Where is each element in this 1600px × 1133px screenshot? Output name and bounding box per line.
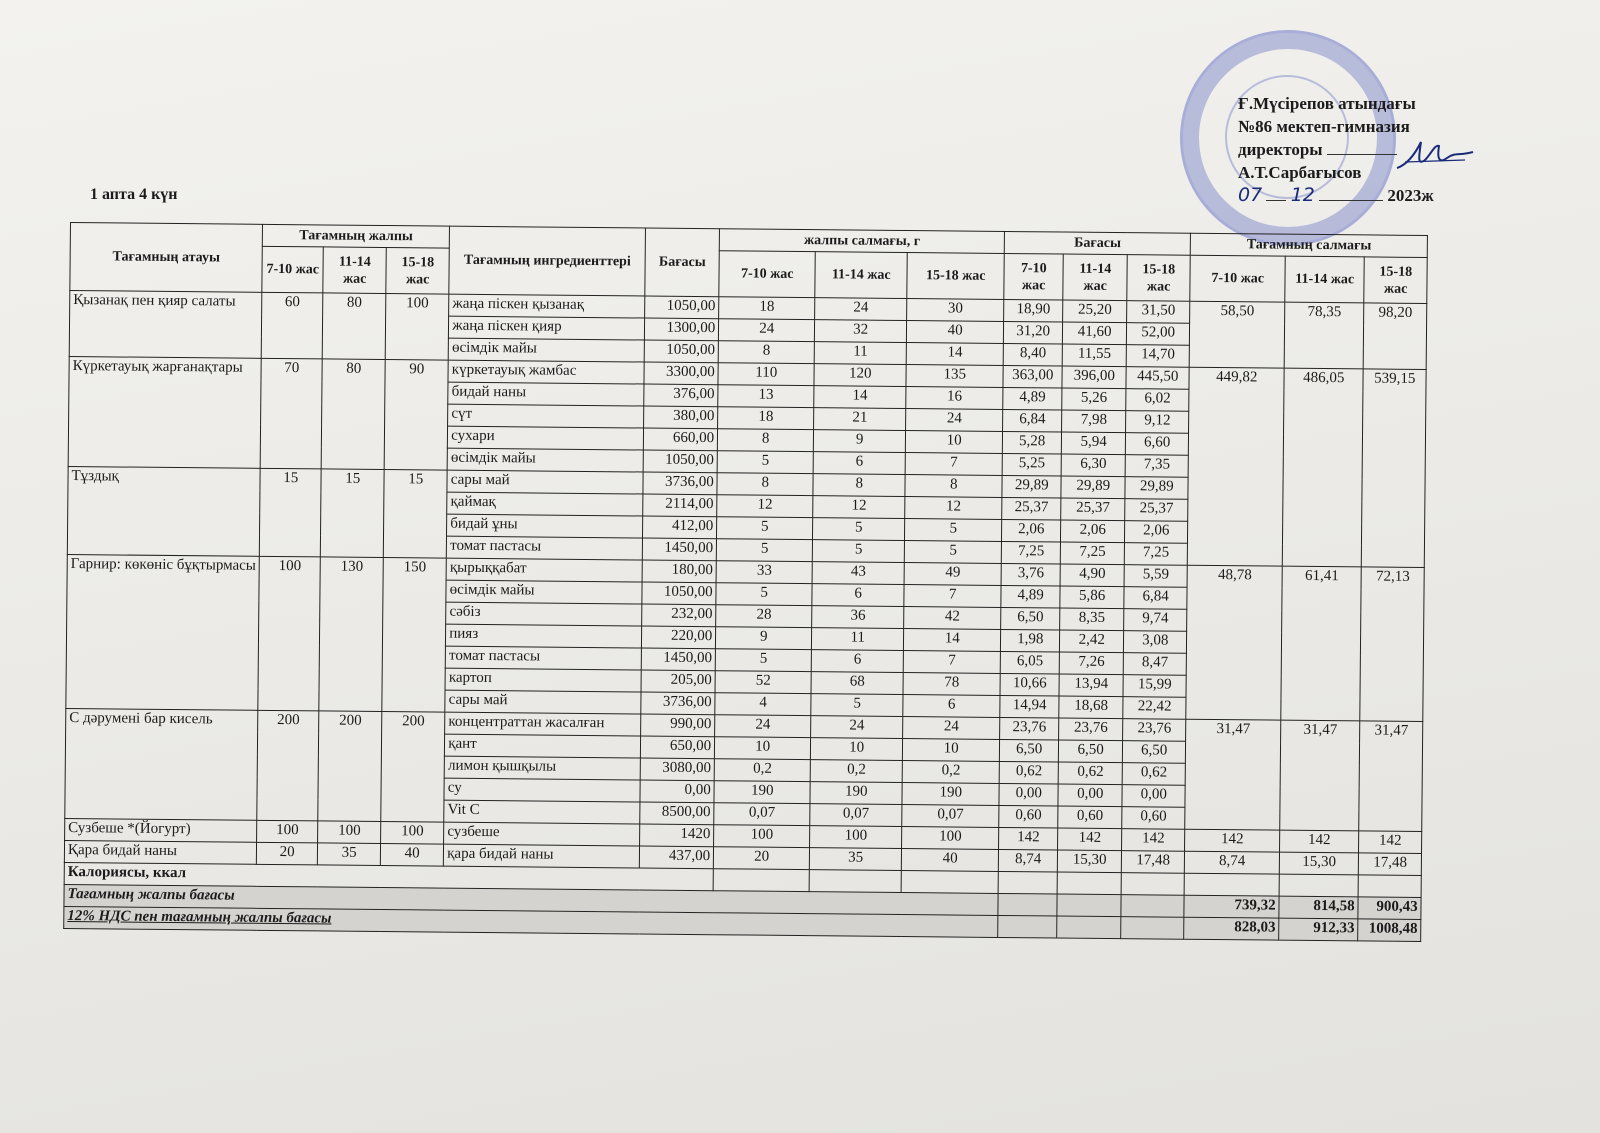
ingredient-price: 180,00	[642, 560, 716, 583]
cost-7-10: 23,76	[1000, 717, 1059, 740]
ingredient-name: сары май	[445, 690, 641, 714]
gross-weight-7-10: 5	[716, 539, 812, 562]
dish-name: С дәрумені бар кисель	[65, 708, 258, 820]
header-gross-weight: жалпы салмағы, г	[719, 229, 1004, 254]
ingredient-name: күркетауық жамбас	[448, 360, 644, 384]
gross-weight-7-10: 5	[716, 583, 812, 606]
gross-weight-7-10: 20	[714, 847, 810, 870]
ingredient-price: 1420	[640, 824, 714, 847]
approval-director: директоры	[1238, 140, 1323, 159]
cost-7-10: 29,89	[1002, 475, 1061, 498]
header-dish-name: Тағамның атауы	[70, 223, 263, 293]
ingredient-price: 1450,00	[643, 538, 717, 561]
gross-weight-7-10: 0,2	[714, 759, 810, 782]
cost-7-10: 10,66	[1000, 673, 1059, 696]
ingredient-name: өсімдік майы	[447, 448, 643, 472]
cost-7-10: 5,25	[1002, 453, 1061, 476]
gross-weight-11-14: 35	[810, 848, 902, 871]
gross-weight-11-14: 5	[813, 518, 905, 541]
ingredient-price: 1050,00	[645, 296, 719, 319]
ingredient-price: 1050,00	[643, 450, 717, 473]
gross-weight-11-14: 100	[810, 826, 902, 849]
cost-15-18: 0,60	[1122, 807, 1185, 830]
dish-weight-11-14: 61,41	[1281, 566, 1361, 721]
approval-date-day: 07	[1238, 184, 1263, 206]
dish-name: Гарнир: көкөніс бұқтырмасы	[66, 554, 260, 710]
gross-weight-15-18: 42	[904, 607, 1001, 630]
gross-weight-7-10: 13	[718, 385, 814, 408]
cost-7-10: 1,98	[1001, 629, 1060, 652]
dish-total-weight-15-18: 100	[381, 822, 444, 845]
header-dish-weight: Тағамның салмағы	[1190, 233, 1427, 257]
cost-7-10: 142	[999, 827, 1058, 850]
cost-15-18: 6,50	[1123, 741, 1186, 764]
dish-weight-7-10: 58,50	[1189, 301, 1285, 368]
cost-7-10: 0,62	[999, 761, 1058, 784]
header-total-weight: Тағамның жалпы	[262, 224, 449, 248]
gross-weight-15-18: 12	[905, 497, 1002, 520]
ingredient-price: 3736,00	[643, 472, 717, 495]
gross-weight-15-18: 49	[904, 563, 1001, 586]
gross-weight-15-18: 30	[907, 299, 1004, 322]
cost-15-18: 9,74	[1124, 609, 1187, 632]
cost-7-10: 2,06	[1002, 519, 1061, 542]
ingredient-price: 650,00	[641, 736, 715, 759]
cost-11-14: 11,55	[1062, 344, 1126, 367]
ingredient-price: 220,00	[642, 626, 716, 649]
ingredient-price: 990,00	[641, 714, 715, 737]
cost-15-18: 0,62	[1122, 763, 1185, 786]
dish-total-weight-11-14: 15	[321, 469, 385, 558]
cost-7-10: 4,89	[1003, 387, 1062, 410]
gross-weight-11-14: 11	[812, 628, 904, 651]
dish-name: Сузбеше *(Йогурт)	[65, 818, 257, 842]
ingredient-name: су	[444, 778, 640, 802]
gross-weight-11-14: 8	[813, 474, 905, 497]
gross-weight-7-10: 190	[714, 781, 810, 804]
dish-total-weight-15-18: 200	[381, 712, 445, 823]
gross-weight-7-10: 18	[719, 297, 815, 320]
dish-total-weight-7-10: 100	[258, 556, 320, 711]
gross-weight-15-18: 0,2	[902, 761, 999, 784]
ingredient-price: 1300,00	[645, 318, 719, 341]
header-age-7-10: 7-10 жас	[1190, 255, 1285, 302]
gross-weight-7-10: 8	[718, 341, 814, 364]
gross-weight-15-18: 7	[903, 651, 1000, 674]
menu-table	[63, 222, 1428, 942]
approval-school: Ғ.Мүсірепов атындағы	[1238, 94, 1416, 113]
header-age-15-18: 15-18 жас	[1127, 255, 1190, 302]
ingredient-name: қара бидай наны	[444, 844, 640, 868]
cost-15-18: 17,48	[1122, 851, 1185, 874]
gross-weight-11-14: 0,07	[810, 804, 902, 827]
dish-total-weight-11-14: 100	[318, 821, 381, 844]
cost-15-18: 2,06	[1125, 521, 1188, 544]
page-title: 1 апта 4 күн	[90, 186, 178, 203]
gross-weight-11-14: 11	[814, 342, 906, 365]
ingredient-name: өсімдік майы	[446, 580, 642, 604]
gross-weight-15-18: 5	[905, 519, 1002, 542]
cost-15-18: 29,89	[1125, 477, 1188, 500]
header-age-7-10: 7-10 жас	[1004, 253, 1063, 300]
ingredient-price: 437,00	[640, 846, 714, 869]
gross-weight-7-10: 33	[716, 561, 812, 584]
gross-weight-7-10: 5	[717, 451, 813, 474]
cost-11-14: 41,60	[1063, 322, 1127, 345]
dish-total-weight-15-18: 100	[385, 294, 449, 361]
gross-weight-15-18: 24	[906, 409, 1003, 432]
ingredient-name: бидай ұны	[447, 514, 643, 538]
cost-15-18: 445,50	[1126, 367, 1189, 390]
cost-11-14: 29,89	[1061, 476, 1125, 499]
gross-weight-11-14: 24	[811, 716, 903, 739]
gross-weight-7-10: 4	[715, 693, 811, 716]
gross-weight-11-14: 5	[811, 694, 903, 717]
cost-15-18: 15,99	[1123, 675, 1186, 698]
ingredient-name: сухари	[448, 426, 644, 450]
gross-weight-15-18: 10	[903, 739, 1000, 762]
dish-total-weight-15-18: 15	[384, 470, 448, 559]
ingredient-name: сузбеше	[444, 822, 640, 846]
dish-weight-11-14: 31,47	[1280, 720, 1360, 831]
cost-7-10: 14,94	[1000, 695, 1059, 718]
cost-7-10: 31,20	[1004, 321, 1063, 344]
approval-school-number: №86 мектеп-гимназия	[1238, 117, 1410, 136]
gross-weight-15-18: 16	[906, 387, 1003, 410]
gross-weight-15-18: 0,07	[902, 805, 999, 828]
dish-total-weight-11-14: 200	[318, 711, 382, 822]
gross-weight-15-18: 7	[904, 585, 1001, 608]
gross-weight-11-14: 68	[811, 672, 903, 695]
ingredient-price: 3080,00	[640, 758, 714, 781]
cost-15-18: 7,35	[1125, 455, 1188, 478]
cost-7-10: 363,00	[1003, 365, 1062, 388]
ingredient-name: бидай наны	[448, 382, 644, 406]
header-age-15-18: 15-18 жас	[386, 248, 449, 295]
ingredient-price: 232,00	[642, 604, 716, 627]
dish-weight-15-18: 31,47	[1359, 721, 1423, 832]
cost-15-18: 22,42	[1123, 697, 1186, 720]
ingredient-price: 205,00	[641, 670, 715, 693]
gross-weight-15-18: 10	[906, 431, 1003, 454]
cost-11-14: 6,30	[1061, 454, 1125, 477]
cost-15-18: 14,70	[1126, 345, 1189, 368]
gross-weight-7-10: 18	[718, 407, 814, 430]
ingredient-name: Vit C	[444, 800, 640, 824]
cost-7-10: 6,50	[1000, 739, 1059, 762]
header-age-11-14: 11-14 жас	[1285, 256, 1364, 303]
ingredient-price: 8500,00	[640, 802, 714, 825]
dish-weight-15-18: 98,20	[1363, 303, 1427, 370]
ingredient-price: 380,00	[644, 406, 718, 429]
dish-weight-7-10: 8,74	[1185, 851, 1280, 874]
gross-weight-11-14: 5	[812, 540, 904, 563]
dish-weight-11-14: 78,35	[1284, 302, 1364, 369]
gross-weight-15-18: 8	[905, 475, 1002, 498]
dish-total-weight-15-18: 90	[384, 360, 448, 471]
cost-15-18: 52,00	[1127, 323, 1190, 346]
ingredient-price: 2114,00	[643, 494, 717, 517]
gross-weight-11-14: 43	[812, 562, 904, 585]
header-age-7-10: 7-10 жас	[262, 246, 323, 293]
dish-weight-15-18: 539,15	[1361, 369, 1426, 568]
approval-date-month: 12	[1290, 184, 1315, 206]
cost-11-14: 25,20	[1063, 300, 1127, 323]
ingredient-name: сүт	[448, 404, 644, 428]
ingredient-name: жаңа піскен қияр	[449, 316, 645, 340]
cost-15-18: 25,37	[1125, 499, 1188, 522]
cost-7-10: 6,05	[1000, 651, 1059, 674]
cost-7-10: 6,84	[1003, 409, 1062, 432]
gross-weight-7-10: 110	[718, 363, 814, 386]
dish-name: Тұздық	[67, 466, 260, 556]
cost-11-14: 18,68	[1059, 696, 1123, 719]
total-cost-11-14: 814,58	[1279, 896, 1358, 919]
gross-weight-11-14: 36	[812, 606, 904, 629]
dish-total-weight-11-14: 80	[322, 293, 386, 360]
ingredient-name: қырыққабат	[446, 558, 642, 582]
gross-weight-11-14: 10	[811, 738, 903, 761]
cost-15-18: 5,59	[1124, 565, 1187, 588]
ingredient-name: жаңа піскен қызанақ	[449, 294, 645, 318]
gross-weight-11-14: 120	[814, 364, 906, 387]
cost-7-10: 8,40	[1003, 343, 1062, 366]
cost-15-18: 9,12	[1126, 411, 1189, 434]
dish-weight-15-18: 17,48	[1359, 853, 1422, 876]
ingredient-price: 412,00	[643, 516, 717, 539]
gross-weight-15-18: 7	[905, 453, 1002, 476]
gross-weight-11-14: 190	[810, 782, 902, 805]
gross-weight-7-10: 10	[715, 737, 811, 760]
gross-weight-11-14: 9	[814, 430, 906, 453]
cost-11-14: 7,26	[1059, 652, 1123, 675]
ingredient-name: өсімдік майы	[448, 338, 644, 362]
gross-weight-11-14: 32	[815, 320, 907, 343]
gross-weight-7-10: 12	[717, 495, 813, 518]
director-signature	[1395, 138, 1475, 178]
vat-cost-7-10: 828,03	[1184, 917, 1279, 940]
gross-weight-7-10: 100	[714, 825, 810, 848]
dish-name: Қызанақ пен қияр салаты	[69, 291, 262, 359]
menu-table-body	[64, 291, 1427, 876]
approval-date-year: 2023ж	[1387, 186, 1434, 205]
header-age-11-14: 11-14 жас	[815, 252, 907, 299]
dish-total-weight-11-14: 80	[321, 359, 385, 470]
header-price: Бағасы	[645, 228, 720, 297]
cost-7-10: 4,89	[1001, 585, 1060, 608]
gross-weight-7-10: 52	[715, 671, 811, 694]
ingredient-price: 3736,00	[641, 692, 715, 715]
gross-weight-7-10: 8	[717, 473, 813, 496]
dish-weight-11-14: 486,05	[1282, 368, 1363, 567]
dish-weight-7-10: 48,78	[1186, 565, 1282, 720]
header-age-15-18: 15-18 жас	[1364, 257, 1427, 304]
ingredient-name: қаймақ	[447, 492, 643, 516]
cost-7-10: 25,37	[1002, 497, 1061, 520]
header-ingredients: Тағамның ингредиенттері	[449, 226, 646, 296]
cost-11-14: 2,06	[1061, 520, 1125, 543]
cost-15-18: 23,76	[1123, 719, 1186, 742]
gross-weight-15-18: 6	[903, 695, 1000, 718]
gross-weight-11-14: 21	[814, 408, 906, 431]
gross-weight-11-14: 12	[813, 496, 905, 519]
cost-15-18: 7,25	[1124, 543, 1187, 566]
gross-weight-15-18: 14	[906, 343, 1003, 366]
gross-weight-15-18: 5	[904, 541, 1001, 564]
cost-11-14: 23,76	[1059, 718, 1123, 741]
cost-15-18: 6,60	[1126, 433, 1189, 456]
cost-11-14: 6,50	[1059, 740, 1123, 763]
ingredient-price: 1050,00	[642, 582, 716, 605]
gross-weight-11-14: 6	[812, 584, 904, 607]
dish-weight-15-18: 142	[1359, 831, 1422, 854]
gross-weight-7-10: 8	[718, 429, 814, 452]
cost-7-10: 6,50	[1001, 607, 1060, 630]
gross-weight-15-18: 14	[904, 629, 1001, 652]
cost-7-10: 3,76	[1001, 563, 1060, 586]
calories-label: Калориясы, ккал	[64, 862, 713, 890]
cost-15-18: 8,47	[1123, 653, 1186, 676]
cost-7-10: 18,90	[1004, 299, 1063, 322]
ingredient-price: 1450,00	[641, 648, 715, 671]
dish-total-weight-11-14: 35	[318, 843, 381, 866]
vat-cost-label: 12% НДС пен тағамның жалпы бағасы	[64, 906, 998, 937]
dish-total-weight-7-10: 70	[260, 358, 322, 469]
dish-total-weight-7-10: 200	[257, 710, 319, 821]
gross-weight-7-10: 24	[715, 715, 811, 738]
vat-cost-11-14: 912,33	[1279, 918, 1358, 941]
ingredient-price: 660,00	[644, 428, 718, 451]
dish-weight-11-14: 142	[1280, 830, 1359, 853]
total-cost-15-18: 900,43	[1358, 897, 1421, 920]
approval-name: А.Т.Сарбағысов	[1238, 163, 1362, 182]
dish-total-weight-11-14: 130	[319, 557, 383, 712]
dish-total-weight-7-10: 60	[261, 292, 323, 359]
cost-11-14: 0,62	[1058, 762, 1122, 785]
dish-name: Қара бидай наны	[64, 840, 256, 864]
dish-total-weight-15-18: 150	[382, 558, 446, 713]
cost-11-14: 142	[1058, 828, 1122, 851]
cost-11-14: 15,30	[1058, 850, 1122, 873]
dish-total-weight-7-10: 15	[260, 468, 322, 557]
dish-name: Күркетауық жарғанақтары	[68, 356, 261, 468]
cost-7-10: 0,00	[999, 783, 1058, 806]
cost-11-14: 8,35	[1060, 608, 1124, 631]
dish-weight-7-10: 142	[1185, 829, 1280, 852]
gross-weight-7-10: 28	[716, 605, 812, 628]
gross-weight-15-18: 135	[906, 365, 1003, 388]
gross-weight-15-18: 40	[902, 849, 999, 872]
gross-weight-11-14: 6	[813, 452, 905, 475]
ingredient-price: 3300,00	[644, 362, 718, 385]
cost-15-18: 31,50	[1127, 301, 1190, 324]
gross-weight-11-14: 24	[815, 298, 907, 321]
cost-15-18: 6,84	[1124, 587, 1187, 610]
ingredient-name: қант	[445, 734, 641, 758]
ingredient-name: концентраттан жасалған	[445, 712, 641, 736]
total-cost-label: Тағамның жалпы бағасы	[64, 884, 998, 915]
gross-weight-7-10: 0,07	[714, 803, 810, 826]
cost-15-18: 3,08	[1124, 631, 1187, 654]
cost-11-14: 13,94	[1059, 674, 1123, 697]
header-age-11-14: 11-14 жас	[323, 247, 386, 294]
cost-11-14: 5,94	[1062, 432, 1126, 455]
cost-11-14: 396,00	[1062, 366, 1126, 389]
cost-7-10: 8,74	[999, 849, 1058, 872]
cost-11-14: 7,98	[1062, 410, 1126, 433]
ingredient-price: 0,00	[640, 780, 714, 803]
gross-weight-7-10: 5	[717, 517, 813, 540]
dish-weight-11-14: 15,30	[1280, 852, 1359, 875]
cost-11-14: 0,00	[1058, 784, 1122, 807]
ingredient-name: пияз	[446, 624, 642, 648]
gross-weight-11-14: 6	[811, 650, 903, 673]
dish-weight-7-10: 449,82	[1187, 367, 1284, 566]
cost-11-14: 25,37	[1061, 498, 1125, 521]
gross-weight-15-18: 100	[902, 827, 999, 850]
dish-total-weight-15-18: 40	[381, 844, 444, 867]
cost-11-14: 5,26	[1062, 388, 1126, 411]
gross-weight-15-18: 78	[903, 673, 1000, 696]
gross-weight-15-18: 40	[907, 321, 1004, 344]
ingredient-name: сары май	[447, 470, 643, 494]
ingredient-name: картоп	[445, 668, 641, 692]
cost-15-18: 142	[1122, 829, 1185, 852]
cost-15-18: 0,00	[1122, 785, 1185, 808]
cost-11-14: 0,60	[1058, 806, 1122, 829]
gross-weight-7-10: 9	[716, 627, 812, 650]
gross-weight-11-14: 14	[814, 386, 906, 409]
gross-weight-15-18: 190	[902, 783, 999, 806]
cost-7-10: 0,60	[999, 805, 1058, 828]
header-age-7-10: 7-10 жас	[719, 251, 815, 298]
gross-weight-7-10: 5	[715, 649, 811, 672]
cost-7-10: 5,28	[1003, 431, 1062, 454]
cost-11-14: 4,90	[1060, 564, 1124, 587]
ingredient-name: томат пастасы	[445, 646, 641, 670]
cost-7-10: 7,25	[1001, 541, 1060, 564]
ingredient-name: томат пастасы	[447, 536, 643, 560]
gross-weight-7-10: 24	[719, 319, 815, 342]
dish-weight-7-10: 31,47	[1185, 719, 1281, 830]
cost-11-14: 2,42	[1060, 630, 1124, 653]
dish-weight-15-18: 72,13	[1360, 567, 1424, 722]
ingredient-name: лимон қышқылы	[444, 756, 640, 780]
cost-15-18: 6,02	[1126, 389, 1189, 412]
header-age-11-14: 11-14 жас	[1063, 254, 1127, 301]
ingredient-price: 1050,00	[644, 340, 718, 363]
gross-weight-15-18: 24	[903, 717, 1000, 740]
dish-total-weight-7-10: 100	[257, 820, 318, 843]
dish-total-weight-7-10: 20	[257, 842, 318, 865]
total-cost-7-10: 739,32	[1184, 895, 1279, 918]
ingredient-name: сәбіз	[446, 602, 642, 626]
header-age-15-18: 15-18 жас	[907, 253, 1004, 300]
ingredient-price: 376,00	[644, 384, 718, 407]
gross-weight-11-14: 0,2	[810, 760, 902, 783]
cost-11-14: 7,25	[1060, 542, 1124, 565]
header-cost: Бағасы	[1004, 231, 1190, 255]
vat-cost-15-18: 1008,48	[1358, 919, 1421, 942]
cost-11-14: 5,86	[1060, 586, 1124, 609]
